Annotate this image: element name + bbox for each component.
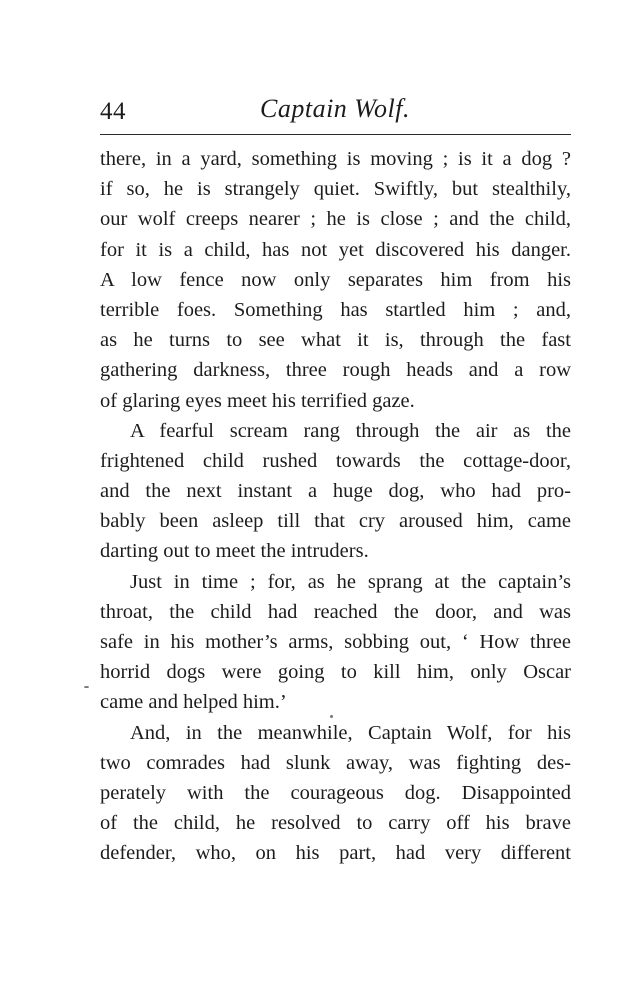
text-line: for it is a child, has not yet discovered his danger. — [100, 238, 571, 261]
ink-speck — [330, 715, 333, 718]
text-line: terrible foes. Something has startled him ; and, — [100, 298, 571, 321]
text-line: our wolf creeps nearer ; he is close ; and the child, — [100, 208, 571, 231]
paragraph-3 — [100, 567, 571, 718]
text-line: if so, he is strangely quiet. Swiftly, but stealthily, — [100, 178, 571, 201]
text-line: A low fence now only separates him from his — [100, 268, 571, 291]
text-line: And, in the meanwhile, Captain Wolf, for his — [130, 721, 571, 744]
text-line: there, in a yard, something is moving ; is it a dog ? — [100, 148, 571, 170]
text-line: frightened child rushed towards the cottage-door, — [100, 449, 571, 472]
text-line: and the next instant a huge dog, who had pro- — [100, 480, 571, 503]
text-line: perately with the courageous dog. Disappointed — [100, 781, 571, 804]
text-line: A fearful scream rang through the air as the — [130, 419, 571, 442]
text-line: horrid dogs were going to kill him, only Oscar — [100, 661, 571, 684]
text-line: throat, the child had reached the door, and was — [100, 600, 571, 623]
text-line: bably been asleep till that cry aroused him, came — [100, 510, 571, 533]
page-number: 44 — [100, 98, 126, 125]
text-line: gathering darkness, three rough heads and a row — [100, 359, 571, 382]
text-line: defender, who, on his part, had very different — [100, 842, 571, 865]
page-header — [100, 94, 570, 130]
text-line: as he turns to see what it is, through the fast — [100, 329, 571, 352]
paragraph-4 — [100, 718, 571, 869]
body-text — [100, 144, 571, 869]
header-rule — [100, 134, 571, 135]
paragraph-1 — [100, 144, 571, 416]
running-title: Captain Wolf. — [260, 94, 411, 123]
text-line: of glaring eyes meet his terrified gaze. — [100, 389, 415, 412]
text-line: two comrades had slunk away, was fighting des- — [100, 751, 571, 774]
text-line: of the child, he resolved to carry off his brave — [100, 812, 571, 835]
text-line: Just in time ; for, as he sprang at the captain’s — [130, 570, 571, 593]
ink-speck — [84, 686, 89, 688]
text-line: darting out to meet the intruders. — [100, 540, 369, 563]
text-line: safe in his mother’s arms, sobbing out, ‘ How three — [100, 631, 571, 653]
text-line: came and helped him.’ — [100, 691, 287, 714]
paragraph-2 — [100, 416, 571, 567]
